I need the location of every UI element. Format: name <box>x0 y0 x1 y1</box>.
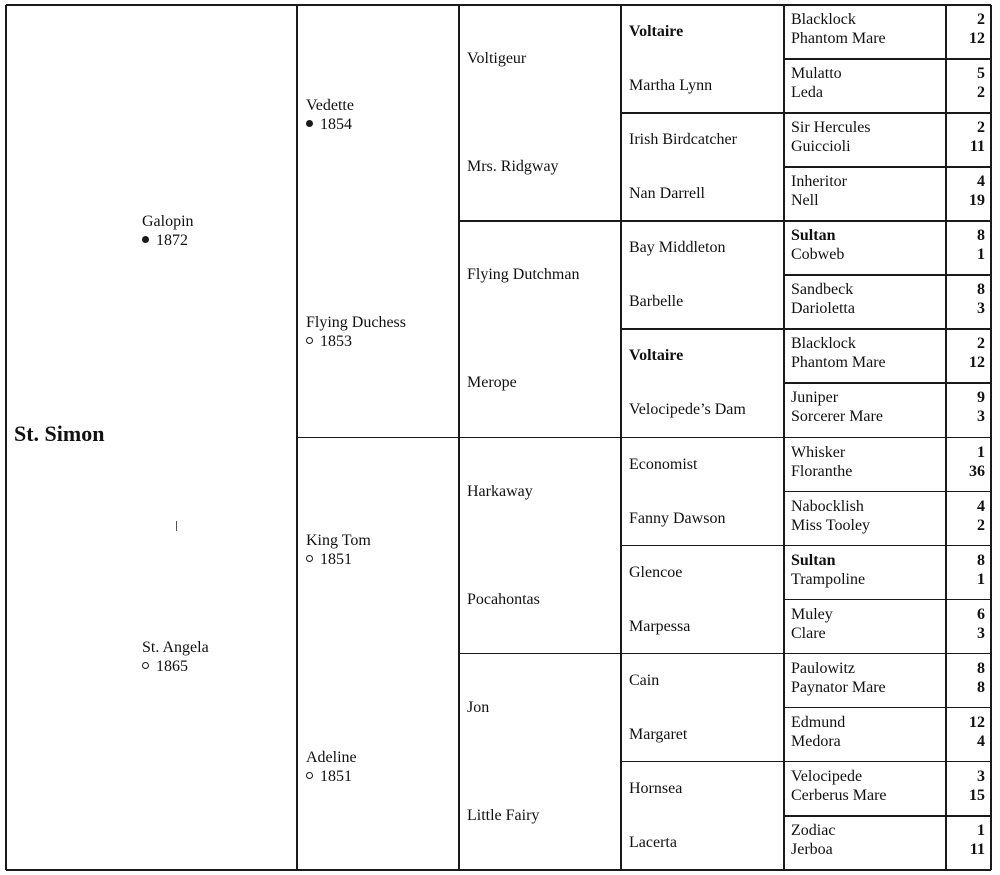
gen5-sire: Zodiac <box>791 821 836 839</box>
gen5-sire: Sultan <box>791 227 836 245</box>
gen4-entry: Fanny Dawson <box>629 509 726 527</box>
gen5-divider <box>784 437 991 439</box>
gen2-name: Flying Duchess <box>306 314 406 331</box>
gen5-sire: Whisker <box>791 443 846 461</box>
gen5-divider <box>784 491 991 493</box>
family-number: 1 <box>977 570 985 588</box>
family-number: 9 <box>977 389 985 407</box>
family-number: 8 <box>977 678 985 696</box>
gen4-entry: Marpessa <box>629 617 691 635</box>
gen3-entry: Mrs. Ridgway <box>467 158 559 176</box>
outer-border-top <box>6 4 991 6</box>
family-number: 2 <box>977 516 985 534</box>
family-number: 8 <box>977 551 985 569</box>
sire-entry <box>142 212 194 250</box>
family-number: 8 <box>977 281 985 299</box>
dam-entry-name: St. Angela <box>142 639 209 656</box>
gen4-divider <box>621 328 784 330</box>
gen2-entry <box>306 748 357 786</box>
open-dot-icon <box>306 337 313 344</box>
scan-mark <box>176 521 177 531</box>
gen5-dam: Guiccioli <box>791 138 851 156</box>
gen5-dam: Sorcerer Mare <box>791 408 883 426</box>
gen3-entry: Merope <box>467 374 517 392</box>
gen5-dam: Nell <box>791 192 819 210</box>
family-number: 3 <box>977 300 985 318</box>
gen5-dam: Paynator Mare <box>791 678 886 696</box>
gen5-divider <box>784 815 991 817</box>
family-number: 12 <box>969 354 985 372</box>
gen5-sire: Mulatto <box>791 65 842 83</box>
gen2-year <box>306 767 357 786</box>
gen5-sire: Blacklock <box>791 11 856 28</box>
gen4-entry: Margaret <box>629 725 688 743</box>
subject-name: St. Simon <box>14 420 105 446</box>
gen2-divider <box>297 437 459 439</box>
gen4-entry: Barbelle <box>629 293 684 311</box>
gen5-dam: Cobweb <box>791 246 845 264</box>
gen2-name: Adeline <box>306 749 357 766</box>
gen3-entry: Harkaway <box>467 482 533 500</box>
filled-dot-icon <box>142 236 149 243</box>
gen5-sire: Sandbeck <box>791 281 854 299</box>
family-number: 1 <box>977 246 985 264</box>
gen2-name: King Tom <box>306 532 371 549</box>
gen4-divider <box>621 220 784 222</box>
open-dot-icon <box>306 555 313 562</box>
gen5-divider <box>784 220 991 222</box>
family-number: 11 <box>969 138 985 156</box>
gen4-entry: Martha Lynn <box>629 77 713 95</box>
gen2-entry <box>306 96 354 134</box>
gen3-entry: Voltigeur <box>467 50 527 68</box>
family-number: 2 <box>977 119 985 137</box>
gen5-divider <box>784 382 991 384</box>
gen5-divider <box>784 707 991 709</box>
gen4-entry: Irish Birdcatcher <box>629 131 737 149</box>
gen5-sire: Muley <box>791 605 833 623</box>
gen5-sire: Paulowitz <box>791 659 855 677</box>
family-number: 4 <box>977 732 985 750</box>
family-number: 12 <box>969 30 985 47</box>
family-number: 6 <box>977 605 985 623</box>
gen5-divider <box>784 274 991 276</box>
gen5-sire: Velocipede <box>791 767 863 785</box>
outer-border-bottom <box>6 869 991 871</box>
gen4-entry: Glencoe <box>629 563 683 581</box>
gen5-sire: Blacklock <box>791 335 856 353</box>
family-number: 5 <box>977 65 985 83</box>
gen5-divider <box>784 166 991 168</box>
gen2-year <box>306 550 371 569</box>
gen5-dam: Floranthe <box>791 462 853 480</box>
open-dot-icon <box>142 662 149 669</box>
sire-entry-name: Galopin <box>142 213 194 230</box>
gen2-year <box>306 115 354 134</box>
year-text: 1872 <box>156 232 188 249</box>
gen5-sire: Inheritor <box>791 173 847 191</box>
gen4-divider <box>621 112 784 114</box>
gen5-dam: Medora <box>791 732 841 750</box>
gen2-name: Vedette <box>306 97 354 114</box>
gen5-dam: Miss Tooley <box>791 516 871 534</box>
gen3-divider <box>459 437 621 439</box>
year-text: 1865 <box>156 658 188 675</box>
gen4-entry: Voltaire <box>629 347 684 365</box>
gen4-entry: Economist <box>629 455 698 473</box>
gen3-entry: Pocahontas <box>467 590 540 608</box>
family-number: 2 <box>977 335 985 353</box>
gen4-entry: Cain <box>629 671 660 689</box>
gen4-divider <box>621 761 784 763</box>
gen2-entry <box>306 313 406 351</box>
gen5-divider <box>784 58 991 60</box>
family-number: 3 <box>977 408 985 426</box>
gen3-entry: Flying Dutchman <box>467 266 580 284</box>
open-dot-icon <box>306 772 313 779</box>
year-text: 1853 <box>320 333 352 350</box>
gen5-dam: Clare <box>791 624 826 642</box>
gen3-divider <box>459 220 621 222</box>
gen5-dam: Darioletta <box>791 300 855 318</box>
dam-entry-year <box>142 657 209 676</box>
gen2-entry <box>306 531 371 569</box>
gen5-dam: Cerberus Mare <box>791 786 887 804</box>
gen4-entry: Velocipede’s Dam <box>629 401 746 419</box>
family-number: 4 <box>977 173 985 191</box>
gen5-dam: Trampoline <box>791 570 866 588</box>
family-number: 3 <box>977 767 985 785</box>
gen4-divider <box>621 545 784 547</box>
dam-entry <box>142 638 209 676</box>
gen5-divider <box>784 328 991 330</box>
gen5-sire: Sultan <box>791 551 836 569</box>
pedigree-chart <box>6 5 991 870</box>
sire-entry-year <box>142 231 194 250</box>
family-number: 19 <box>969 192 985 210</box>
year-text: 1851 <box>320 768 352 785</box>
gen4-entry: Hornsea <box>629 779 683 797</box>
gen5-divider <box>784 599 991 601</box>
gen5-sire: Sir Hercules <box>791 119 871 137</box>
filled-dot-icon <box>306 120 313 127</box>
gen3-divider <box>459 653 621 655</box>
gen4-entry: Bay Middleton <box>629 239 726 257</box>
gen4-entry: Voltaire <box>629 23 684 41</box>
family-number: 11 <box>969 840 985 858</box>
year-text: 1851 <box>320 551 352 568</box>
gen5-divider <box>784 653 991 655</box>
gen5-dam: Phantom Mare <box>791 30 886 47</box>
gen4-entry: Nan Darrell <box>629 185 705 203</box>
gen5-sire: Edmund <box>791 713 846 731</box>
gen3-entry: Jon <box>467 698 490 716</box>
gen4-entry: Lacerta <box>629 833 677 851</box>
gen3-entry: Little Fairy <box>467 806 540 824</box>
gen5-sire: Juniper <box>791 389 839 407</box>
gen2-year <box>306 332 406 351</box>
family-number: 36 <box>969 462 985 480</box>
gen5-divider <box>784 545 991 547</box>
family-number: 8 <box>977 659 985 677</box>
outer-border-left <box>5 5 7 870</box>
gen5-dam: Leda <box>791 84 823 102</box>
family-number: 2 <box>977 84 985 102</box>
family-number: 1 <box>977 443 985 461</box>
family-number: 12 <box>969 713 985 731</box>
gen5-divider <box>784 761 991 763</box>
family-number: 3 <box>977 624 985 642</box>
gen5-divider <box>784 112 991 114</box>
gen4-divider <box>621 437 784 439</box>
year-text: 1854 <box>320 116 352 133</box>
family-number: 1 <box>977 821 985 839</box>
gen5-dam: Phantom Mare <box>791 354 886 372</box>
gen5-sire: Nabocklish <box>791 497 864 515</box>
gen4-divider <box>621 653 784 655</box>
family-number: 8 <box>977 227 985 245</box>
family-number: 2 <box>977 11 985 28</box>
family-number: 15 <box>969 786 985 804</box>
gen5-dam: Jerboa <box>791 840 833 858</box>
family-number: 4 <box>977 497 985 515</box>
